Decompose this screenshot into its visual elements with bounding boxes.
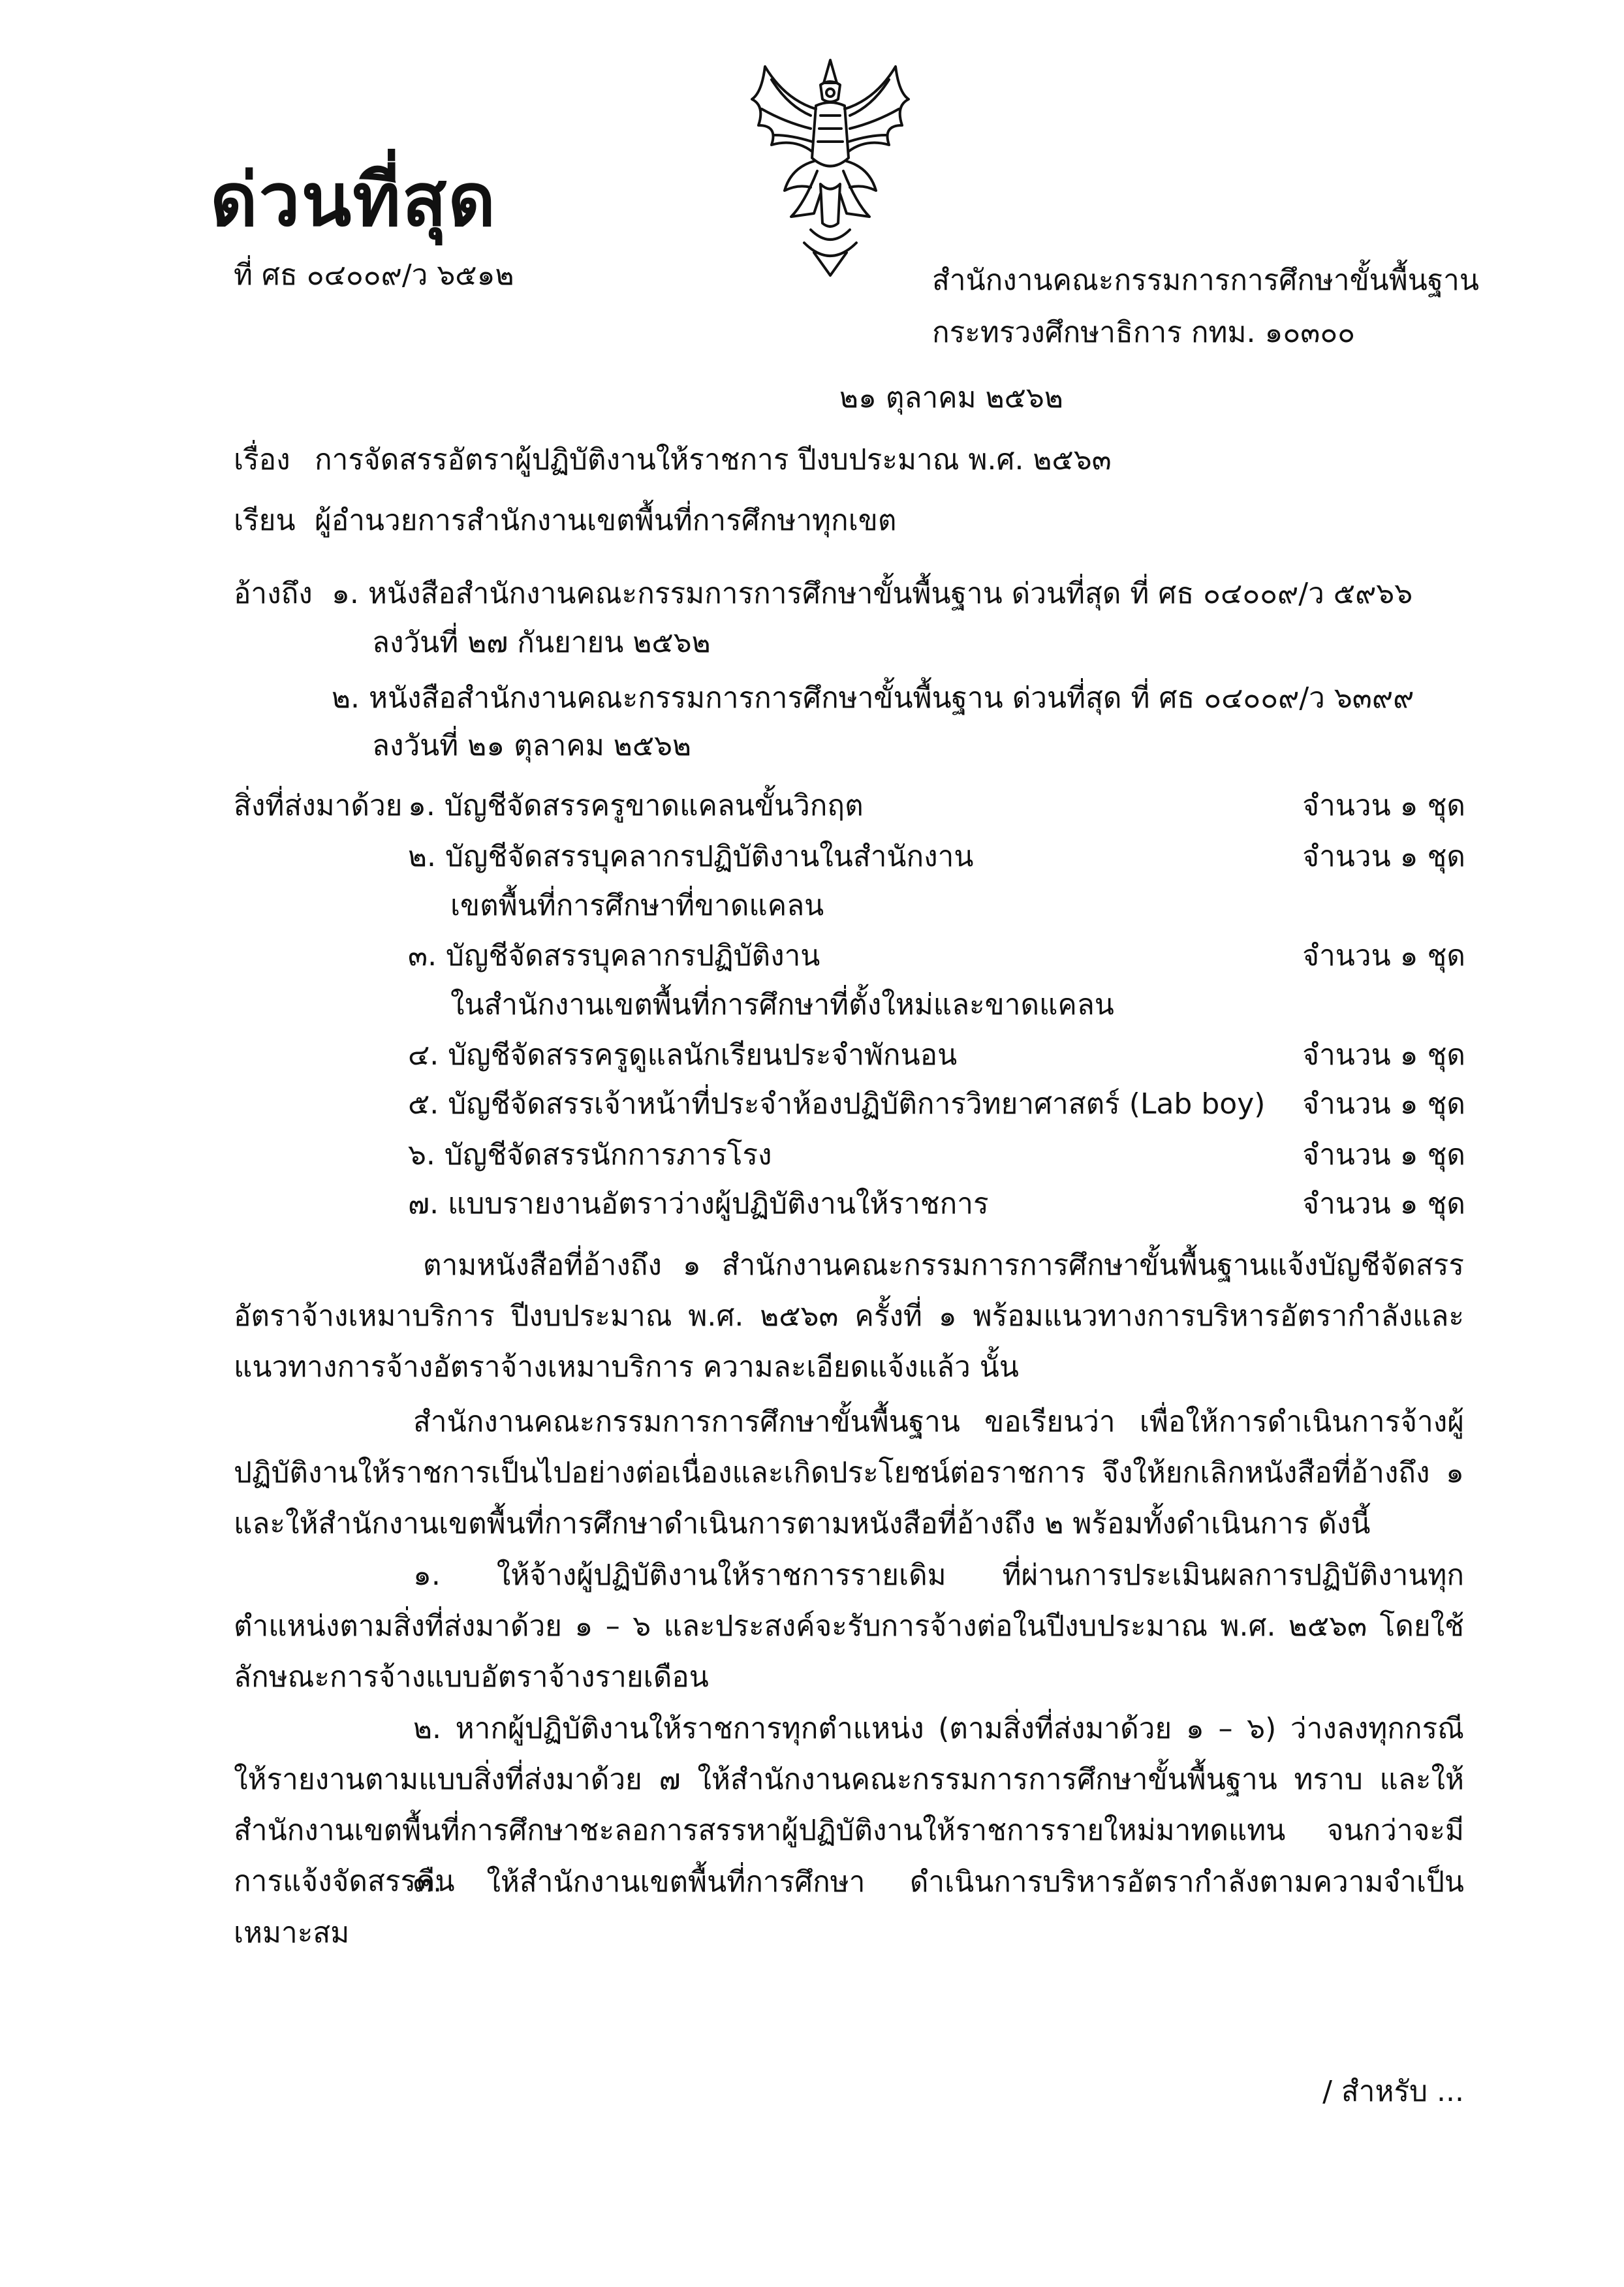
attachment-title: ๕. บัญชีจัดสรรเจ้าหน้าที่ประจำห้องปฏิบัติการวิทยาศาสตร์ (Lab boy) — [408, 1087, 1266, 1121]
attachment-count: จำนวน ๑ ชุด — [1302, 840, 1465, 873]
attachments-label: สิ่งที่ส่งมาด้วย — [234, 789, 403, 822]
subject-label: เรื่อง — [234, 443, 290, 476]
issuer-agency: สำนักงานคณะกรรมการการศึกษาขั้นพื้นฐาน — [932, 264, 1479, 297]
paragraph-text: สำนักงานคณะกรรมการการศึกษาขั้นพื้นฐาน ขอเรียนว่า เพื่อให้การดำเนินการจ้างผู้ปฏิบัติงานให้ราชการเป็นไปอย่างต่อเนื่องและเกิดประโยชน์ต่อราชการ จึงให้ยกเลิกหนังสือที่อ้างถึง ๑ และให้สำนักงานเขตพื้นที่การศึกษาดำเนินการตามหนังสือที่อ้างถึง ๒ พร้อมทั้งดำเนินการ ดังนี้ — [234, 1405, 1464, 1540]
attachment-item — [408, 837, 1465, 877]
body-paragraph — [234, 1240, 1464, 1393]
attachment-title-continued: เขตพื้นที่การศึกษาที่ขาดแคลน — [450, 889, 824, 922]
reference-date: ลงวันที่ ๒๑ ตุลาคม ๒๕๖๒ — [372, 729, 692, 762]
attachment-item — [408, 1136, 1465, 1175]
addressee-label: เรียน — [234, 504, 296, 537]
attachment-title: ๑. บัญชีจัดสรรครูขาดแคลนขั้นวิกฤต — [408, 789, 864, 822]
attachment-item — [408, 1085, 1465, 1124]
attachment-title: ๓. บัญชีจัดสรรบุคลากรปฏิบัติงาน — [408, 939, 820, 972]
body-paragraph — [234, 1550, 1464, 1703]
paragraph-text: ๒. หากผู้ปฏิบัติงานให้ราชการทุกตำแหน่ง (ตามสิ่งที่ส่งมาด้วย ๑ – ๖) ว่างลงทุกกรณีให้รายงานตามแบบสิ่งที่ส่งมาด้วย ๗ ให้สำนักงานคณะกรรมการการศึกษาขั้นพื้นฐาน ทราบ และให้สำนักงานเขตพื้นที่การศึกษาชะลอการสรรหาผู้ปฏิบัติงานให้ราชการรายใหม่มาทดแทน จนกว่าจะมีการแจ้งจัดสรรคืน — [234, 1712, 1464, 1898]
attachment-count: จำนวน ๑ ชุด — [1302, 1138, 1465, 1172]
attachment-item — [408, 1036, 1465, 1075]
attachment-item — [408, 937, 1465, 976]
attachment-count: จำนวน ๑ ชุด — [1302, 789, 1465, 822]
attachment-item — [408, 1185, 1465, 1224]
urgency-stamp: ด่วนที่สุด — [210, 158, 497, 243]
issuer-ministry-address: กระทรวงศึกษาธิการ กทม. ๑๐๓๐๐ — [932, 316, 1356, 349]
paragraph-text: ๓. ให้สำนักงานเขตพื้นที่การศึกษา ดำเนินการบริหารอัตรากำลังตามความจำเป็นเหมาะสม — [234, 1865, 1464, 1950]
attachment-title-continued: ในสำนักงานเขตพื้นที่การศึกษาที่ตั้งใหม่และขาดแคลน — [450, 988, 1114, 1021]
references-label: อ้างถึง — [234, 577, 313, 610]
document-date: ๒๑ ตุลาคม ๒๕๖๒ — [839, 381, 1063, 414]
addressee-text: ผู้อำนวยการสำนักงานเขตพื้นที่การศึกษาทุกเขต — [315, 504, 897, 537]
attachment-item — [408, 786, 1465, 826]
paragraph-text: ๑. ให้จ้างผู้ปฏิบัติงานให้ราชการรายเดิม ที่ผ่านการประเมินผลการปฏิบัติงานทุกตำแหน่งตามสิ่งที่ส่งมาด้วย ๑ – ๖ และประสงค์จะรับการจ้างต่อในปีงบประมาณ พ.ศ. ๒๕๖๓ โดยใช้ลักษณะการจ้างแบบอัตราจ้างรายเดือน — [234, 1559, 1464, 1694]
body-paragraph — [234, 1857, 1464, 1959]
body-paragraph — [234, 1397, 1464, 1549]
paragraph-text: ตามหนังสือที่อ้างถึง ๑ สำนักงานคณะกรรมการการศึกษาขั้นพื้นฐานแจ้งบัญชีจัดสรรอัตราจ้างเหมาบริการ ปีงบประมาณ พ.ศ. ๒๕๖๓ ครั้งที่ ๑ พร้อมแนวทางการบริหารอัตรากำลังและแนวทางการจ้างอัตราจ้างเหมาบริการ ความละเอียดแจ้งแล้ว นั้น — [234, 1249, 1464, 1384]
reference-line: ๑. หนังสือสำนักงานคณะกรรมการการศึกษาขั้นพื้นฐาน ด่วนที่สุด ที่ ศธ ๐๔๐๐๙/ว ๕๙๖๖ — [332, 577, 1413, 610]
attachment-count: จำนวน ๑ ชุด — [1302, 939, 1465, 972]
page-continuation: / สำหรับ ... — [1322, 2075, 1464, 2108]
attachment-title: ๔. บัญชีจัดสรรครูดูแลนักเรียนประจำพักนอน — [408, 1038, 958, 1072]
reference-line: ๒. หนังสือสำนักงานคณะกรรมการการศึกษาขั้นพื้นฐาน ด่วนที่สุด ที่ ศธ ๐๔๐๐๙/ว ๖๓๙๙ — [332, 681, 1414, 715]
attachment-count: จำนวน ๑ ชุด — [1302, 1187, 1465, 1221]
attachment-title: ๗. แบบรายงานอัตราว่างผู้ปฏิบัติงานให้ราชการ — [408, 1187, 989, 1221]
garuda-emblem-icon — [726, 54, 935, 282]
document-number: ที่ ศธ ๐๔๐๐๙/ว ๖๕๑๒ — [234, 258, 514, 292]
subject-text: การจัดสรรอัตราผู้ปฏิบัติงานให้ราชการ ปีงบประมาณ พ.ศ. ๒๕๖๓ — [315, 443, 1112, 476]
attachment-count: จำนวน ๑ ชุด — [1302, 1038, 1465, 1072]
attachment-title: ๖. บัญชีจัดสรรนักการภารโรง — [408, 1138, 772, 1172]
reference-date: ลงวันที่ ๒๗ กันยายน ๒๕๖๒ — [372, 626, 711, 659]
attachment-count: จำนวน ๑ ชุด — [1302, 1087, 1465, 1121]
attachment-title: ๒. บัญชีจัดสรรบุคลากรปฏิบัติงานในสำนักงาน — [408, 840, 974, 873]
